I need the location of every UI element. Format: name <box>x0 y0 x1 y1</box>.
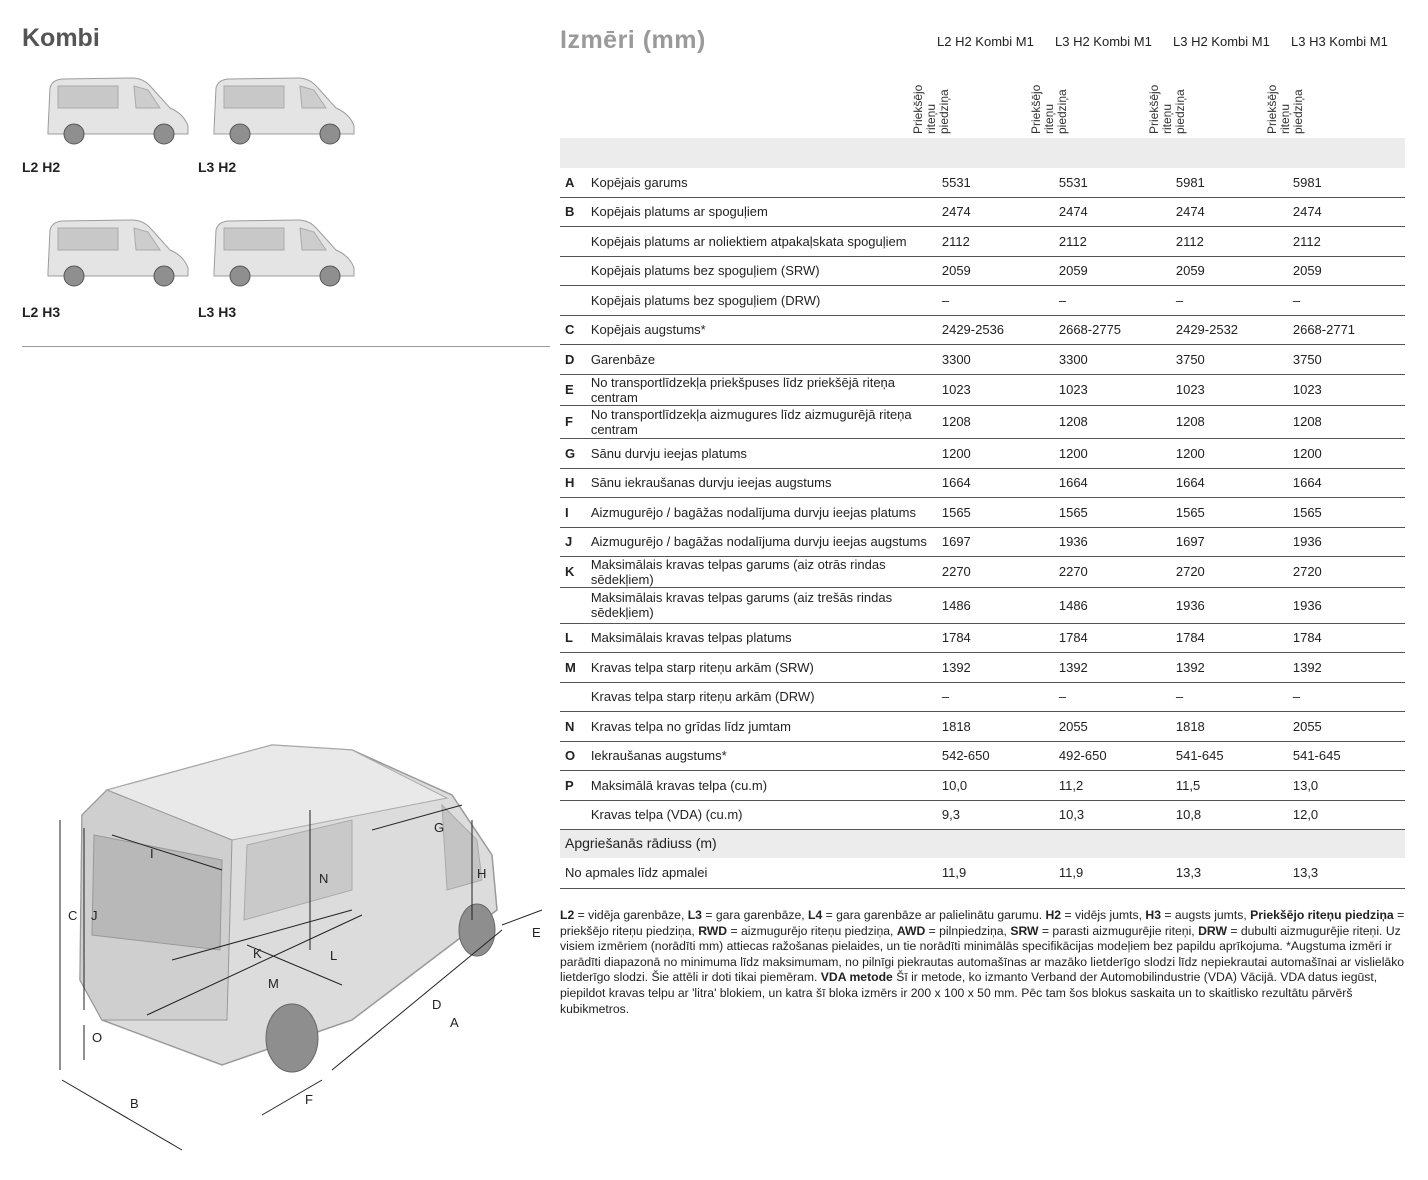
row-value: 3300 <box>942 344 1059 374</box>
row-value: 1664 <box>942 468 1059 497</box>
row-key: M <box>560 652 591 682</box>
row-value: 5531 <box>1059 168 1176 197</box>
row-label: Kopējais augstums* <box>591 315 942 344</box>
footnote-term: H3 <box>1145 908 1162 922</box>
row-value: 1936 <box>1293 587 1405 623</box>
footnote-term: L3 <box>687 908 702 922</box>
row-key: L <box>560 623 591 652</box>
row-value: 1200 <box>1176 438 1293 468</box>
row-value: 1664 <box>1059 468 1176 497</box>
van-thumbnail <box>44 70 194 150</box>
drive-type-label: Priekšējo riteņu piedziņa <box>1265 84 1305 134</box>
dimension-letter-d: D <box>432 997 442 1012</box>
row-label: Kopējais platums ar spoguļiem <box>591 197 942 226</box>
drive-type-label: Priekšējo riteņu piedziņa <box>911 84 951 134</box>
dimension-letter-a: A <box>450 1015 459 1030</box>
thumbnail-label: L2 H2 <box>22 159 61 175</box>
footnote-term: RWD <box>698 923 728 938</box>
row-label: No apmales līdz apmalei <box>560 858 942 888</box>
row-value: 1200 <box>1059 438 1176 468</box>
row-value: 11,9 <box>1059 858 1176 888</box>
footnote-term: L4 <box>808 908 823 922</box>
row-value: 1208 <box>1176 405 1293 438</box>
row-value: 1784 <box>1293 623 1405 652</box>
table-row <box>560 858 1405 888</box>
dimension-letter-k: K <box>253 946 262 961</box>
row-label: Maksimālais kravas telpas garums (aiz otrās rindas sēdekļiem) <box>591 556 942 587</box>
drive-type-label: Priekšējo riteņu piedziņa <box>1029 84 1069 134</box>
row-value: 1565 <box>1176 497 1293 527</box>
row-value: 2059 <box>942 256 1059 285</box>
row-key <box>560 285 591 315</box>
row-value: 3750 <box>1293 344 1405 374</box>
footnote-term: SRW <box>1010 923 1039 938</box>
table-row <box>560 800 1405 829</box>
row-value: 1936 <box>1293 527 1405 556</box>
table-row <box>560 256 1405 285</box>
dimension-letter-j: J <box>91 908 98 923</box>
turning-radius-header <box>560 829 1405 858</box>
row-value: 3300 <box>1059 344 1176 374</box>
row-key: F <box>560 405 591 438</box>
front-wheel <box>459 904 495 956</box>
row-value: – <box>1293 285 1405 315</box>
row-label: Kopējais platums bez spoguļiem (SRW) <box>591 256 942 285</box>
table-row <box>560 623 1405 652</box>
row-key: G <box>560 438 591 468</box>
rear-wheel <box>266 1004 318 1072</box>
row-value: 2055 <box>1059 711 1176 741</box>
kombi-title: Kombi <box>22 24 100 52</box>
row-value: 541-645 <box>1176 741 1293 770</box>
table-row <box>560 315 1405 344</box>
row-value: 1392 <box>1176 652 1293 682</box>
dimension-letter-g: G <box>434 820 445 835</box>
row-key: P <box>560 770 591 800</box>
row-value: 1486 <box>1059 587 1176 623</box>
row-value: 13,3 <box>1176 858 1293 888</box>
row-value: 10,0 <box>942 770 1059 800</box>
dimension-letter-h: H <box>477 866 487 881</box>
row-value: 1784 <box>1176 623 1293 652</box>
footnote-term: L2 <box>560 908 575 922</box>
row-value: 12,0 <box>1293 800 1405 829</box>
row-label: Kravas telpa no grīdas līdz jumtam <box>591 711 942 741</box>
row-label: Sānu iekraušanas durvju ieejas augstums <box>591 468 942 497</box>
table-row <box>560 438 1405 468</box>
dimension-letter-b: B <box>130 1096 139 1111</box>
table-row <box>560 652 1405 682</box>
row-key <box>560 256 591 285</box>
row-value: 1697 <box>1176 527 1293 556</box>
row-value: – <box>1059 682 1176 711</box>
row-key: H <box>560 468 591 497</box>
table-row <box>560 168 1405 197</box>
row-label: Kopējais platums ar noliektiem atpakaļskata spoguļiem <box>591 226 942 256</box>
row-value: 1818 <box>942 711 1059 741</box>
row-value: 9,3 <box>942 800 1059 829</box>
row-key: N <box>560 711 591 741</box>
row-value: 2059 <box>1059 256 1176 285</box>
column-header: L3 H3 Kombi M1 <box>1291 34 1388 49</box>
table-row <box>560 527 1405 556</box>
dimension-letter-c: C <box>68 908 78 923</box>
row-value: 2668-2775 <box>1059 315 1176 344</box>
table-row <box>560 497 1405 527</box>
row-value: – <box>1176 682 1293 711</box>
row-label: Maksimālais kravas telpas garums (aiz trešās rindas sēdekļiem) <box>591 587 942 623</box>
row-label: Kravas telpa (VDA) (cu.m) <box>591 800 942 829</box>
row-value: 1818 <box>1176 711 1293 741</box>
table-row <box>560 587 1405 623</box>
row-value: 13,0 <box>1293 770 1405 800</box>
row-value: 2720 <box>1293 556 1405 587</box>
row-value: 541-645 <box>1293 741 1405 770</box>
thumbnail-label: L3 H2 <box>198 159 237 175</box>
row-value: 5981 <box>1293 168 1405 197</box>
row-value: 542-650 <box>942 741 1059 770</box>
row-value: 1392 <box>942 652 1059 682</box>
row-value: 1023 <box>1059 374 1176 405</box>
row-value: 5531 <box>942 168 1059 197</box>
table-row <box>560 197 1405 226</box>
table-row <box>560 770 1405 800</box>
row-label: Maksimālā kravas telpa (cu.m) <box>591 770 942 800</box>
row-value: 1565 <box>1293 497 1405 527</box>
row-value: 1200 <box>1293 438 1405 468</box>
row-value: 1697 <box>942 527 1059 556</box>
row-label: Kravas telpa starp riteņu arkām (SRW) <box>591 652 942 682</box>
row-value: 2059 <box>1293 256 1405 285</box>
row-value: 1208 <box>942 405 1059 438</box>
dimensions-table <box>560 168 1405 889</box>
row-label: Maksimālais kravas telpas platums <box>591 623 942 652</box>
table-row <box>560 285 1405 315</box>
row-value: 492-650 <box>1059 741 1176 770</box>
row-value: 11,9 <box>942 858 1059 888</box>
dimension-letter-e: E <box>532 925 541 940</box>
row-label: Iekraušanas augstums* <box>591 741 942 770</box>
row-key: J <box>560 527 591 556</box>
row-value: 13,3 <box>1293 858 1405 888</box>
row-value: 3750 <box>1176 344 1293 374</box>
section-title: Apgriešanās rādiuss (m) <box>560 829 1405 858</box>
row-value: 2112 <box>942 226 1059 256</box>
row-value: – <box>1059 285 1176 315</box>
row-value: 2720 <box>1176 556 1293 587</box>
row-value: 2112 <box>1059 226 1176 256</box>
row-value: 5981 <box>1176 168 1293 197</box>
row-value: – <box>1176 285 1293 315</box>
row-value: 1392 <box>1293 652 1405 682</box>
footnote-term: H2 <box>1045 908 1062 922</box>
row-value: 2474 <box>942 197 1059 226</box>
dimensions-title: Izmēri (mm) <box>560 26 706 54</box>
row-label: Garenbāze <box>591 344 942 374</box>
row-label: No transportlīdzekļa priekšpuses līdz priekšējā riteņa centram <box>591 374 942 405</box>
dimension-letter-m: M <box>268 976 279 991</box>
row-value: 2474 <box>1293 197 1405 226</box>
row-label: Sānu durvju ieejas platums <box>591 438 942 468</box>
row-key: O <box>560 741 591 770</box>
header-band <box>560 138 1405 168</box>
row-value: 1392 <box>1059 652 1176 682</box>
dimension-letter-l: L <box>330 948 338 963</box>
row-value: 1200 <box>942 438 1059 468</box>
van-dimension-diagram <box>22 720 550 1165</box>
row-value: 10,3 <box>1059 800 1176 829</box>
row-value: 1023 <box>1176 374 1293 405</box>
row-value: 2112 <box>1176 226 1293 256</box>
row-value: 2270 <box>942 556 1059 587</box>
thumbnail-label: L3 H3 <box>198 304 237 320</box>
row-key <box>560 226 591 256</box>
row-value: 1486 <box>942 587 1059 623</box>
section-divider <box>22 346 550 347</box>
row-key <box>560 800 591 829</box>
row-value: – <box>942 682 1059 711</box>
row-label: Kopējais platums bez spoguļiem (DRW) <box>591 285 942 315</box>
row-value: 11,5 <box>1176 770 1293 800</box>
column-header: L2 H2 Kombi M1 <box>937 34 1034 49</box>
row-label: Kopējais garums <box>591 168 942 197</box>
row-value: 1784 <box>1059 623 1176 652</box>
row-value: 2059 <box>1176 256 1293 285</box>
row-value: 1023 <box>942 374 1059 405</box>
table-row <box>560 374 1405 405</box>
table-row <box>560 468 1405 497</box>
row-value: 1664 <box>1176 468 1293 497</box>
table-row <box>560 226 1405 256</box>
row-label: Aizmugurējo / bagāžas nodalījuma durvju ieejas platums <box>591 497 942 527</box>
row-key: B <box>560 197 591 226</box>
row-value: 11,2 <box>1059 770 1176 800</box>
row-value: 1208 <box>1059 405 1176 438</box>
row-value: – <box>942 285 1059 315</box>
row-value: 2429-2532 <box>1176 315 1293 344</box>
table-row <box>560 405 1405 438</box>
vehicle-panel <box>22 0 550 1180</box>
column-header: L3 H2 Kombi M1 <box>1173 34 1270 49</box>
row-value: 1664 <box>1293 468 1405 497</box>
row-label: Kravas telpa starp riteņu arkām (DRW) <box>591 682 942 711</box>
row-value: 2429-2536 <box>942 315 1059 344</box>
row-key: D <box>560 344 591 374</box>
van-thumbnail <box>210 212 360 292</box>
dimension-letter-i: I <box>150 846 154 861</box>
row-value: – <box>1293 682 1405 711</box>
footnotes: L2 = vidēja garenbāze, L3 = gara garenbāze, L4 = gara garenbāze ar palielinātu garumu. H2 = vidējs jumts, H3 = augsts jumts, Priekšējo riteņu piedziņa = priekšējo riteņu piedziņa, RWD = aizmugurējo riteņu piedziņa, AWD = pilnpiedziņa, SRW = parasti aizmugurējie riteņi, DRW = dubulti aizmugurējie riteņi. Uz visiem izmēriem (norādīti mm) attiecas ražošanas pielaides, un tie norādīti minimālās specifikācijas modeļiem bez papildu aprīkojuma. *Augstuma izmēri ir parādīti diapazonā no minimuma līdz maksimumam, no pilnīgi piekrautas automašīnas ar mazāko lietderīgo slodzi līdz nepiekrautai automašīnai ar vislielāko lietderīgo slodzi. Šie attēli ir doti tikai piemēram. VDA metode Šī ir metode, ko izmanto Verband der Automobilindustrie (VDA) Vācijā. VDA datus iegūst, piepildot kravas telpu ar 'litra' blokiem, un katra šī bloka izmērs ir 200 x 100 x 50 mm. Pēc tam šos blokus saskaita un to skaitlisko rezultātu pārvērš kubikmetros. <box>560 908 1405 1016</box>
drive-type-label: Priekšējo riteņu piedziņa <box>1147 84 1187 134</box>
dimension-letter-f: F <box>305 1092 313 1107</box>
table-row <box>560 711 1405 741</box>
row-value: 2055 <box>1293 711 1405 741</box>
column-header: L3 H2 Kombi M1 <box>1055 34 1152 49</box>
footnote-term: DRW <box>1198 923 1227 938</box>
row-value: 1023 <box>1293 374 1405 405</box>
row-value: 1936 <box>1176 587 1293 623</box>
row-key: A <box>560 168 591 197</box>
row-value: 2112 <box>1293 226 1405 256</box>
row-value: 1565 <box>942 497 1059 527</box>
thumbnail-label: L2 H3 <box>22 304 61 320</box>
table-row <box>560 741 1405 770</box>
table-row <box>560 344 1405 374</box>
row-label: Aizmugurējo / bagāžas nodalījuma durvju ieejas augstums <box>591 527 942 556</box>
row-value: 2270 <box>1059 556 1176 587</box>
table-row <box>560 682 1405 711</box>
row-key: C <box>560 315 591 344</box>
row-value: 2474 <box>1059 197 1176 226</box>
dimension-letter-n: N <box>319 871 329 886</box>
row-key: I <box>560 497 591 527</box>
row-key <box>560 682 591 711</box>
van-thumbnail <box>44 212 194 292</box>
footnote-term: VDA metode <box>820 970 893 985</box>
footnote-term: AWD <box>896 923 926 938</box>
row-value: 1784 <box>942 623 1059 652</box>
row-key: K <box>560 556 591 587</box>
row-value: 2474 <box>1176 197 1293 226</box>
row-value: 10,8 <box>1176 800 1293 829</box>
row-key: E <box>560 374 591 405</box>
row-value: 2668-2771 <box>1293 315 1405 344</box>
footnote-term: Priekšējo riteņu piedziņa <box>1250 908 1394 922</box>
row-value: 1208 <box>1293 405 1405 438</box>
dimension-letter-o: O <box>92 1030 103 1045</box>
row-label: No transportlīdzekļa aizmugures līdz aizmugurējā riteņa centram <box>591 405 942 438</box>
row-value: 1936 <box>1059 527 1176 556</box>
row-key <box>560 587 591 623</box>
row-value: 1565 <box>1059 497 1176 527</box>
van-thumbnail <box>210 70 360 150</box>
table-row <box>560 556 1405 587</box>
